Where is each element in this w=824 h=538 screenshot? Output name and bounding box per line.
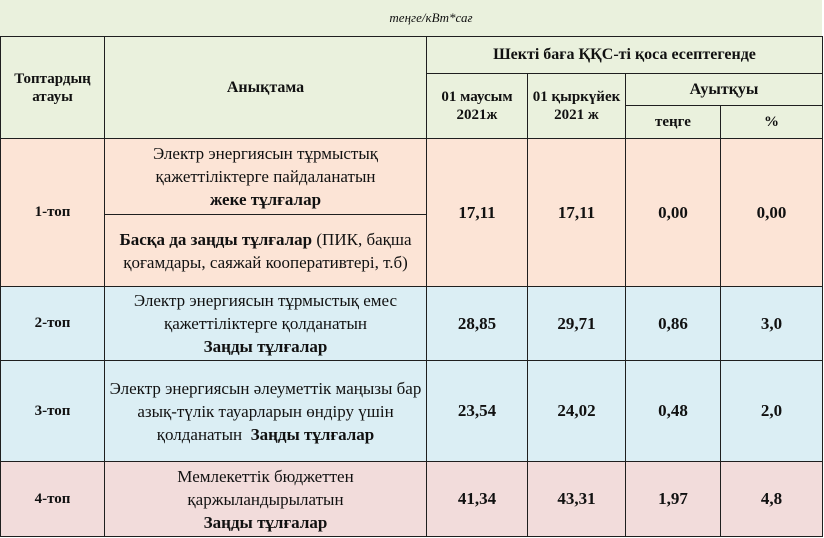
tariff-table <box>0 36 823 537</box>
unit-note: теңге/кВт*сағ <box>0 0 822 36</box>
price-june: 17,11 <box>427 139 528 287</box>
header-description: Анықтама <box>105 37 427 139</box>
group-name: 1-топ <box>1 139 105 287</box>
header-percent: % <box>721 106 823 139</box>
header-tenge: теңге <box>626 106 721 139</box>
description-bold: Заңды тұлғалар <box>250 424 375 444</box>
deviation-percent: 3,0 <box>721 287 823 361</box>
group-name: 2-топ <box>1 287 105 361</box>
header-date-june: 01 маусым 2021ж <box>427 74 528 139</box>
table-row <box>1 361 823 462</box>
price-september: 24,02 <box>528 361 626 462</box>
price-september: 17,11 <box>528 139 626 287</box>
description-text: Электр энергиясын тұрмыстық қажеттіліктерге пайдаланатын <box>152 144 379 186</box>
description-cell <box>105 361 427 462</box>
description-text: (ПИК, бақша қоғамдары, саяжай кооперативтері, т.б) <box>123 229 412 272</box>
table-row <box>1 139 823 215</box>
price-june: 23,54 <box>427 361 528 462</box>
description-bold: Заңды тұлғалар <box>203 337 328 356</box>
description-text: Электр энергиясын тұрмыстық емес қажеттіліктерге қолданатын <box>133 291 398 333</box>
description-text: Электр энергиясын әлеуметтік маңызы бар азық-түлік тауарларын өндіру үшін қолданатын <box>109 378 422 444</box>
description-cell <box>105 215 427 287</box>
table-row <box>1 462 823 537</box>
description-bold: Заңды тұлғалар <box>203 512 328 532</box>
description-cell <box>105 287 427 361</box>
deviation-percent: 0,00 <box>721 139 823 287</box>
header-date-september: 01 қыркүйек 2021 ж <box>528 74 626 139</box>
price-september: 29,71 <box>528 287 626 361</box>
description-bold: Басқа да заңды тұлғалар <box>119 229 313 249</box>
description-bold: жеке тұлғалар <box>209 190 322 209</box>
deviation-percent: 4,8 <box>721 462 823 537</box>
deviation-tenge: 1,97 <box>626 462 721 537</box>
deviation-percent: 2,0 <box>721 361 823 462</box>
description-cell <box>105 139 427 215</box>
description-text: Мемлекеттік бюджеттен қаржыландырылатын <box>177 466 354 509</box>
price-june: 28,85 <box>427 287 528 361</box>
price-june: 41,34 <box>427 462 528 537</box>
header-price-limit: Шекті баға ҚҚС-ті қоса есептегенде <box>427 37 823 74</box>
deviation-tenge: 0,00 <box>626 139 721 287</box>
group-name: 4-топ <box>1 462 105 537</box>
price-september: 43,31 <box>528 462 626 537</box>
deviation-tenge: 0,48 <box>626 361 721 462</box>
description-cell <box>105 462 427 537</box>
deviation-tenge: 0,86 <box>626 287 721 361</box>
group-name: 3-топ <box>1 361 105 462</box>
header-deviation: Ауытқуы <box>626 74 823 106</box>
header-group-name: Топтардың атауы <box>1 37 105 139</box>
table-row <box>1 287 823 361</box>
